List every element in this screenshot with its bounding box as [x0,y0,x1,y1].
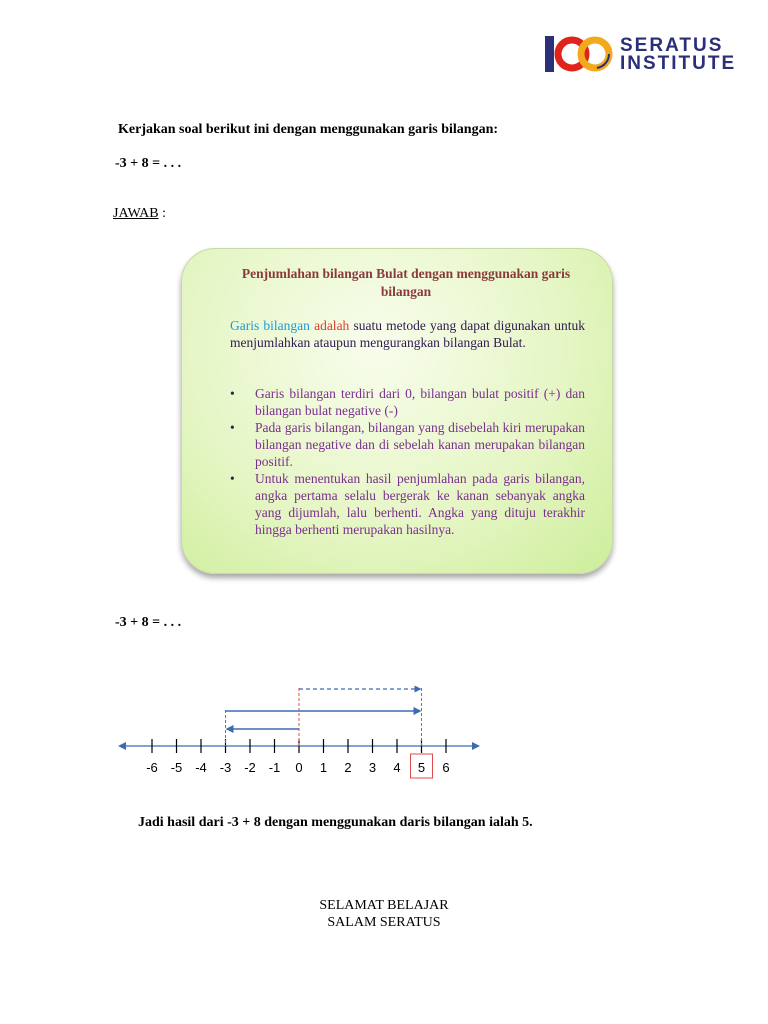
answer-label: JAWAB [113,206,159,221]
answer-label-line [113,206,166,222]
card-bullet-list [230,385,585,538]
question-instruction: Kerjakan soal berikut ini dengan menggunakan garis bilangan: [118,122,499,137]
bullet-item [230,419,585,470]
logo-mark-icon [544,33,616,75]
tick-label: 4 [393,760,401,775]
tick-label: 2 [344,760,352,775]
tick-label: 1 [319,760,328,775]
answer-colon: : [158,206,166,221]
conclusion-text: Jadi hasil dari -3 + 8 dengan menggunakan daris bilangan ialah 5. [138,815,533,830]
tick-label: -6 [146,760,158,775]
tick-label: -1 [268,760,281,775]
card-title: Penjumlahan bilangan Bulat dengan menggunakan garis bilangan [241,266,571,299]
number-line-figure [0,680,768,800]
seratus-logo [544,33,744,75]
tick-label: 0 [295,760,303,775]
axis-right-arrow-icon [472,742,480,750]
question-expression: -3 + 8 = . . . [115,156,182,171]
tick-label: -4 [195,760,207,775]
bullet-dot-icon: • [230,471,235,486]
axis-left-arrow-icon [118,742,126,750]
bullet-item [230,385,585,419]
tick-label: 3 [368,760,377,775]
tick-label: 6 [442,760,450,775]
bullet-text: Garis bilangan terdiri dari 0, bilangan bulat positif (+) dan bilangan bulat negative (-) [255,386,585,418]
bullet-dot-icon: • [230,386,235,401]
tick-label: -3 [219,760,232,775]
closing-line2: SALAM SERATUS [327,915,441,930]
bullet-text: Untuk menentukan hasil penjumlahan pada garis bilangan, angka pertama selalu bergerak ke kanan sebanyak angka yang dijumlah, lalu berhenti. Angka yang dituju terakhir hingga berhenti merupakan hasilnya. [255,471,585,537]
bullet-text: Pada garis bilangan, bilangan yang disebelah kiri merupakan bilangan negative dan di sebelah kanan merupakan bilangan positif. [255,420,585,469]
dashed-arrow-head-icon [415,686,422,693]
tick-label: -2 [244,760,256,775]
tick-label: -5 [170,760,183,775]
definition-verb: adalah [314,318,350,333]
bullet-item [230,470,585,538]
start-arrow-head-icon [226,725,234,733]
solid-arrow-head-icon [414,707,422,715]
bullet-dot-icon: • [230,420,235,435]
definition-rest: suatu metode yang dapat digunakan untuk menjumlahkan ataupun mengurangkan bilangan Bulat. [230,318,586,350]
expression-repeat: -3 + 8 = . . . [115,615,182,630]
card-definition [230,317,585,351]
definition-term: Garis bilangan [230,318,310,333]
logo-text-line1: SERATUS [620,35,724,56]
tick-label: 5 [417,760,426,775]
closing-line1: SELAMAT BELAJAR [319,898,449,913]
logo-text-line2: INSTITUTE [620,53,737,74]
